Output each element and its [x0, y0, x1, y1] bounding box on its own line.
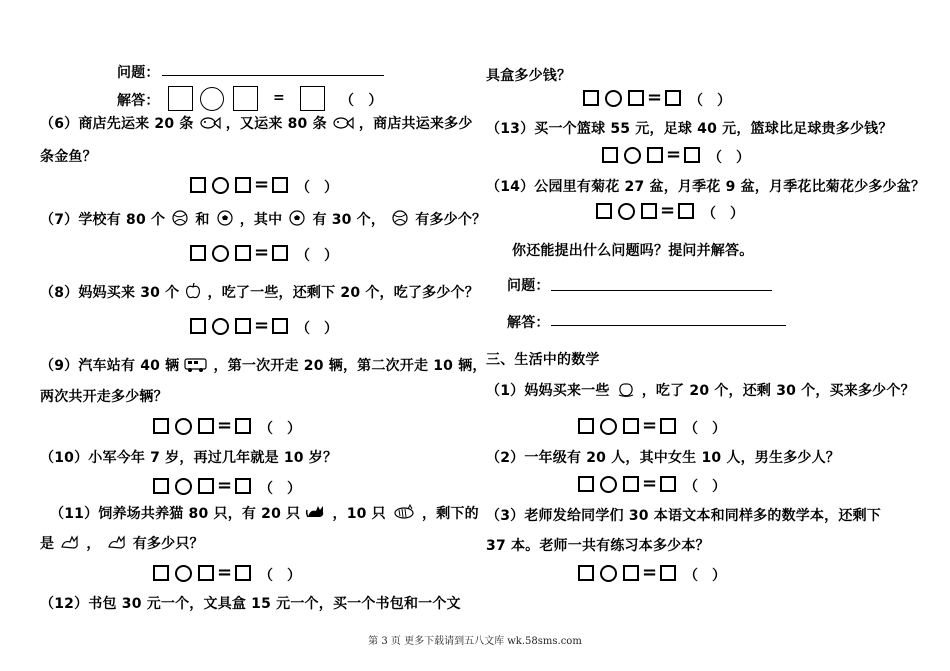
equation-box[interactable] [578, 565, 594, 581]
football-icon [287, 209, 307, 231]
q7-line [40, 209, 486, 231]
q6-line1 [40, 113, 473, 135]
q11-text-a: （11）饲养场共养猫 80 只，有 20 只 [50, 506, 301, 522]
q8-text-b: ，吃了一些，还剩下 20 个，吃了多少个？ [207, 285, 479, 301]
equation-box[interactable] [190, 318, 206, 334]
q11-text-c: ，剩下的 [422, 506, 479, 522]
equation-circle[interactable] [605, 90, 622, 107]
equation-circle[interactable] [212, 245, 229, 262]
volleyball-icon [170, 209, 190, 231]
equation-box[interactable] [198, 478, 214, 494]
q13-line: （13）买一个篮球 55 元，足球 40 元，篮球比足球贵多少钱？ [486, 121, 893, 137]
equation-box-result[interactable] [660, 418, 676, 434]
q8-text-a: （8）妈妈买来 30 个 [40, 285, 180, 301]
football-icon [215, 209, 235, 231]
q8-line [40, 282, 479, 304]
bus-icon [184, 357, 208, 377]
equation-box[interactable] [578, 476, 594, 492]
q7-text-c: ，其中 [239, 212, 283, 228]
answer-paren[interactable]: （ ） [708, 150, 750, 166]
answer-paren[interactable]: （ ） [259, 481, 301, 497]
answer-box-2[interactable] [233, 86, 258, 111]
equals-sign: = [273, 90, 285, 106]
equation-box[interactable] [153, 478, 169, 494]
s3-line1: （3）老师发给同学们 30 本语文本和同样多的数学本，还剩下 [486, 508, 881, 524]
q7-text-b: 和 [195, 212, 210, 228]
section-title: 三、生活中的数学 [486, 352, 600, 368]
q11-line1 [50, 503, 479, 525]
q14-line: （14）公园里有菊花 27 盆，月季花 9 盆，月季花比菊花少多少盆？ [486, 179, 926, 195]
equation-box[interactable] [578, 418, 594, 434]
question-label: 问题： [117, 65, 160, 81]
q11-text-d: 是 [40, 536, 55, 552]
s1-text-a: （1）妈妈买来一些 [486, 383, 610, 399]
answer-paren[interactable]: （ ） [702, 206, 744, 222]
equation-box[interactable] [623, 476, 639, 492]
equation-circle[interactable] [175, 478, 192, 495]
q11-text-f: 有多少只？ [132, 536, 204, 552]
s1-text-b: ，吃了 20 个，还剩 30 个，买来多少个？ [641, 383, 915, 399]
answer-paren[interactable]: （ ） [259, 421, 301, 437]
equation-circle[interactable] [618, 203, 635, 220]
answer-paren[interactable]: （ ） [684, 421, 726, 437]
s3-line2: 37 本。老师一共有练习本多少本？ [486, 538, 710, 554]
answer-paren[interactable]: （ ） [684, 568, 726, 584]
equation-box[interactable] [602, 147, 618, 163]
answer-circle[interactable] [200, 87, 224, 111]
equation-box[interactable] [235, 318, 251, 334]
equation-box-result[interactable] [235, 418, 251, 434]
q7-text-d: 有 30 个， [312, 212, 386, 228]
equals-sign: = [254, 242, 270, 263]
equation-box-result[interactable] [272, 245, 288, 261]
q7-text-e: 有多少个？ [415, 212, 487, 228]
q10-line: （10）小军今年 7 岁，再过几年就是 10 岁？ [40, 450, 338, 466]
equation-box[interactable] [198, 565, 214, 581]
black-cat-icon [305, 503, 327, 525]
equals-sign: = [254, 174, 270, 195]
q9-line1 [40, 355, 487, 377]
open-question-prompt: 你还能提出什么问题吗？提问并解答。 [512, 243, 754, 259]
equals-sign: = [660, 200, 676, 221]
equation-box[interactable] [235, 245, 251, 261]
equation-box[interactable] [153, 418, 169, 434]
equals-sign: = [217, 475, 233, 496]
equals-sign: = [647, 87, 663, 108]
answer-box-1[interactable] [168, 86, 193, 111]
equation-box-result[interactable] [272, 318, 288, 334]
peach-icon [615, 380, 637, 402]
equation-circle[interactable] [212, 318, 229, 335]
answer-box-result[interactable] [300, 86, 325, 111]
equation-box[interactable] [198, 418, 214, 434]
apple-icon [184, 282, 202, 304]
equation-box[interactable] [623, 418, 639, 434]
equation-circle[interactable] [175, 565, 192, 582]
equals-sign: = [642, 415, 658, 436]
equation-circle[interactable] [212, 177, 229, 194]
goldfish-icon [199, 115, 221, 135]
equation-box[interactable] [153, 565, 169, 581]
equals-sign: = [642, 562, 658, 583]
page-footer: 第 3 页 更多下载请到五八文库 wk.58sms.com [368, 636, 582, 647]
s1-line [486, 380, 915, 402]
equals-sign: = [666, 144, 682, 165]
q11-line2 [40, 533, 204, 555]
equals-sign: = [217, 415, 233, 436]
answer-paren[interactable]: （ ） [684, 479, 726, 495]
q6-text-c: ，商店共运来多少 [358, 116, 473, 132]
equation-box-result[interactable] [235, 478, 251, 494]
equation-box-result[interactable] [678, 203, 694, 219]
equation-circle[interactable] [600, 476, 617, 493]
equation-box[interactable] [628, 90, 644, 106]
volleyball-icon [390, 209, 410, 231]
s2-line: （2）一年级有 20 人，其中女生 10 人，男生多少人？ [486, 450, 841, 466]
equation-circle[interactable] [600, 565, 617, 582]
q12-line1: （12）书包 30 元一个，文具盒 15 元一个，买一个书包和一个文 [40, 596, 461, 612]
q9-text-b: ，第一次开走 20 辆，第二次开走 10 辆， [213, 358, 487, 374]
answer-paren[interactable]: （ ） [689, 93, 731, 109]
equation-box[interactable] [641, 203, 657, 219]
answer-paren[interactable]: （ ） [259, 568, 301, 584]
equation-box[interactable] [583, 90, 599, 106]
equation-box[interactable] [647, 147, 663, 163]
q6-text-a: （6）商店先运来 20 条 [40, 116, 194, 132]
equals-sign: = [642, 473, 658, 494]
equation-box-result[interactable] [684, 147, 700, 163]
answer-label: 解答： [507, 315, 550, 331]
equation-circle[interactable] [624, 147, 641, 164]
q12-line2: 具盒多少钱？ [486, 68, 572, 84]
equation-box-result[interactable] [660, 476, 676, 492]
q6-text-b: ，又运来 80 条 [225, 116, 327, 132]
answer-paren[interactable]: （ ） [340, 93, 383, 109]
equation-circle[interactable] [600, 418, 617, 435]
equation-box-result[interactable] [272, 177, 288, 193]
white-cat-icon [59, 533, 81, 555]
equation-box[interactable] [190, 245, 206, 261]
answer-line[interactable] [551, 325, 786, 326]
q9-line2: 两次共开走多少辆？ [40, 389, 168, 405]
equation-circle[interactable] [175, 418, 192, 435]
equals-sign: = [254, 315, 270, 336]
equation-box[interactable] [623, 565, 639, 581]
equation-box[interactable] [235, 177, 251, 193]
equation-box-result[interactable] [660, 565, 676, 581]
answer-label: 解答： [117, 93, 160, 109]
question-answer-line[interactable] [551, 290, 772, 291]
equation-box-result[interactable] [665, 90, 681, 106]
question-label: 问题： [507, 278, 550, 294]
striped-cat-icon [391, 503, 417, 525]
goldfish-icon [332, 115, 354, 135]
white-cat-icon [106, 533, 128, 555]
q7-text-a: （7）学校有 80 个 [40, 212, 166, 228]
answer-paren[interactable]: （ ） [296, 248, 338, 264]
question-answer-line[interactable] [162, 75, 384, 76]
q11-text-e: ， [86, 536, 101, 552]
equals-sign: = [217, 562, 233, 583]
answer-paren[interactable]: （ ） [296, 180, 338, 196]
equation-box-result[interactable] [235, 565, 251, 581]
answer-paren[interactable]: （ ） [296, 321, 338, 337]
q11-text-b: ，10 只 [332, 506, 386, 522]
equation-box[interactable] [190, 177, 206, 193]
q6-line2: 条金鱼？ [40, 149, 97, 165]
q9-text-a: （9）汽车站有 40 辆 [40, 358, 180, 374]
equation-box[interactable] [596, 203, 612, 219]
